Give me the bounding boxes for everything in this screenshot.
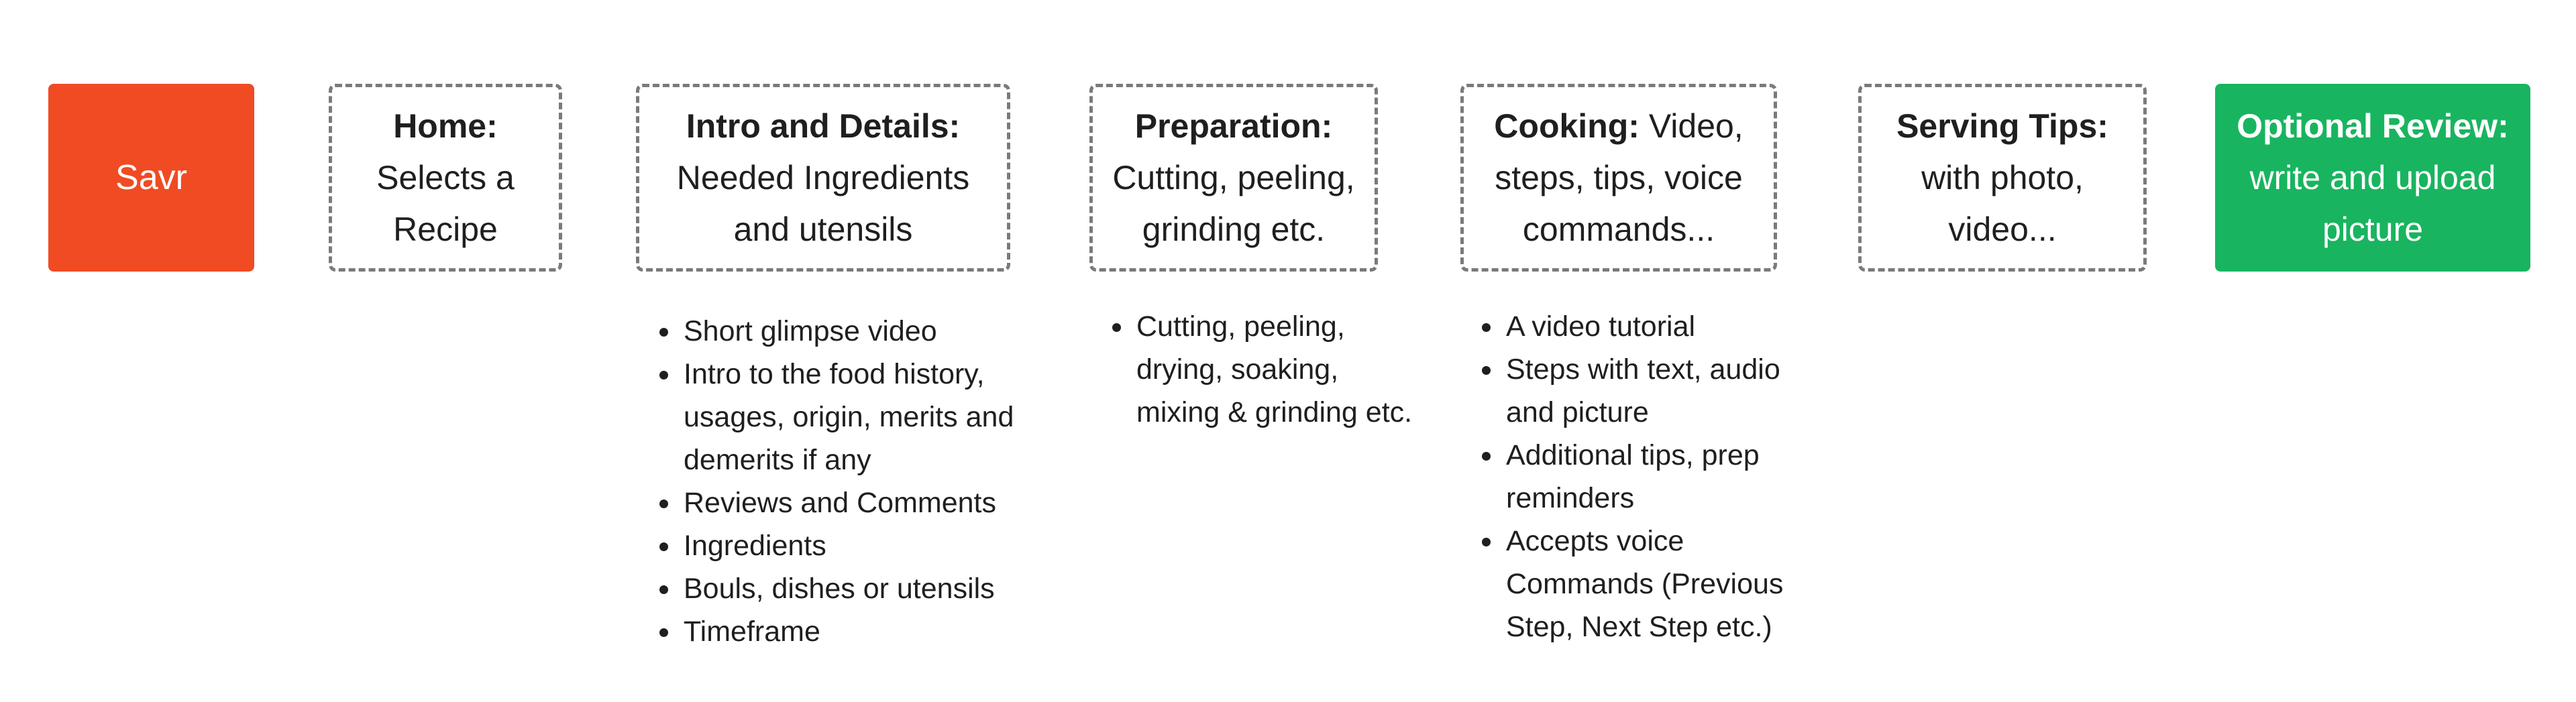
cooking-note-item: • Accepts voice Commands (Previous Step, Next Step etc.) bbox=[1503, 520, 1792, 648]
step-home-title: Home: bbox=[393, 107, 498, 145]
step-intro-line-2: and utensils bbox=[733, 210, 913, 248]
step-serving-title: Serving Tips: bbox=[1896, 107, 2108, 145]
step-intro-details bbox=[636, 84, 1010, 272]
end-node-line-1: write and upload bbox=[2249, 158, 2496, 196]
step-preparation bbox=[1089, 84, 1378, 272]
step-preparation-line-1: Cutting, peeling, bbox=[1112, 158, 1355, 196]
intro-note-item: • Timeframe bbox=[681, 610, 1057, 653]
step-serving-line-2: video... bbox=[1948, 210, 2057, 248]
step-preparation-title: Preparation: bbox=[1134, 107, 1333, 145]
cooking-note-item: • Steps with text, audio and picture bbox=[1503, 348, 1792, 434]
preparation-note-item: • Cutting, peeling, drying, soaking, mixing & grinding etc. bbox=[1134, 305, 1415, 434]
end-node-optional-review bbox=[2215, 84, 2530, 272]
step-home bbox=[329, 84, 562, 272]
start-node-label: Savr bbox=[115, 158, 187, 197]
step-cooking bbox=[1460, 84, 1777, 272]
end-node-line-2: picture bbox=[2322, 210, 2424, 248]
step-serving-tips bbox=[1858, 84, 2147, 272]
intro-note-item: • Ingredients bbox=[681, 524, 1057, 567]
end-node-title: Optional Review: bbox=[2237, 107, 2509, 145]
cooking-note-item: • Additional tips, prep reminders bbox=[1503, 434, 1792, 520]
step-cooking-line-1: steps, tips, voice bbox=[1495, 158, 1743, 196]
intro-note-item: • Intro to the food history, usages, origin, merits and demerits if any bbox=[681, 353, 1057, 481]
preparation-notes-list bbox=[1090, 305, 1415, 434]
start-node-savr bbox=[48, 84, 254, 272]
step-intro-line-1: Needed Ingredients bbox=[676, 158, 970, 196]
intro-note-item: • Short glimpse video bbox=[681, 310, 1057, 353]
step-serving-line-1: with photo, bbox=[1921, 158, 2084, 196]
cooking-notes-list bbox=[1460, 305, 1792, 648]
cooking-note-item: • A video tutorial bbox=[1503, 305, 1792, 348]
step-home-line-1: Selects a bbox=[376, 158, 515, 196]
step-cooking-line-2: commands... bbox=[1522, 210, 1715, 248]
step-cooking-title: Cooking: bbox=[1494, 107, 1640, 145]
step-intro-title: Intro and Details: bbox=[686, 107, 961, 145]
intro-note-item: • Bouls, dishes or utensils bbox=[681, 567, 1057, 610]
step-preparation-line-2: grinding etc. bbox=[1142, 210, 1326, 248]
step-home-line-2: Recipe bbox=[393, 210, 498, 248]
intro-notes-list bbox=[637, 310, 1057, 653]
intro-note-item: • Reviews and Comments bbox=[681, 481, 1057, 524]
step-cooking-title-rest: Video, bbox=[1639, 107, 1743, 145]
step-cooking-first-line bbox=[1494, 101, 1743, 152]
